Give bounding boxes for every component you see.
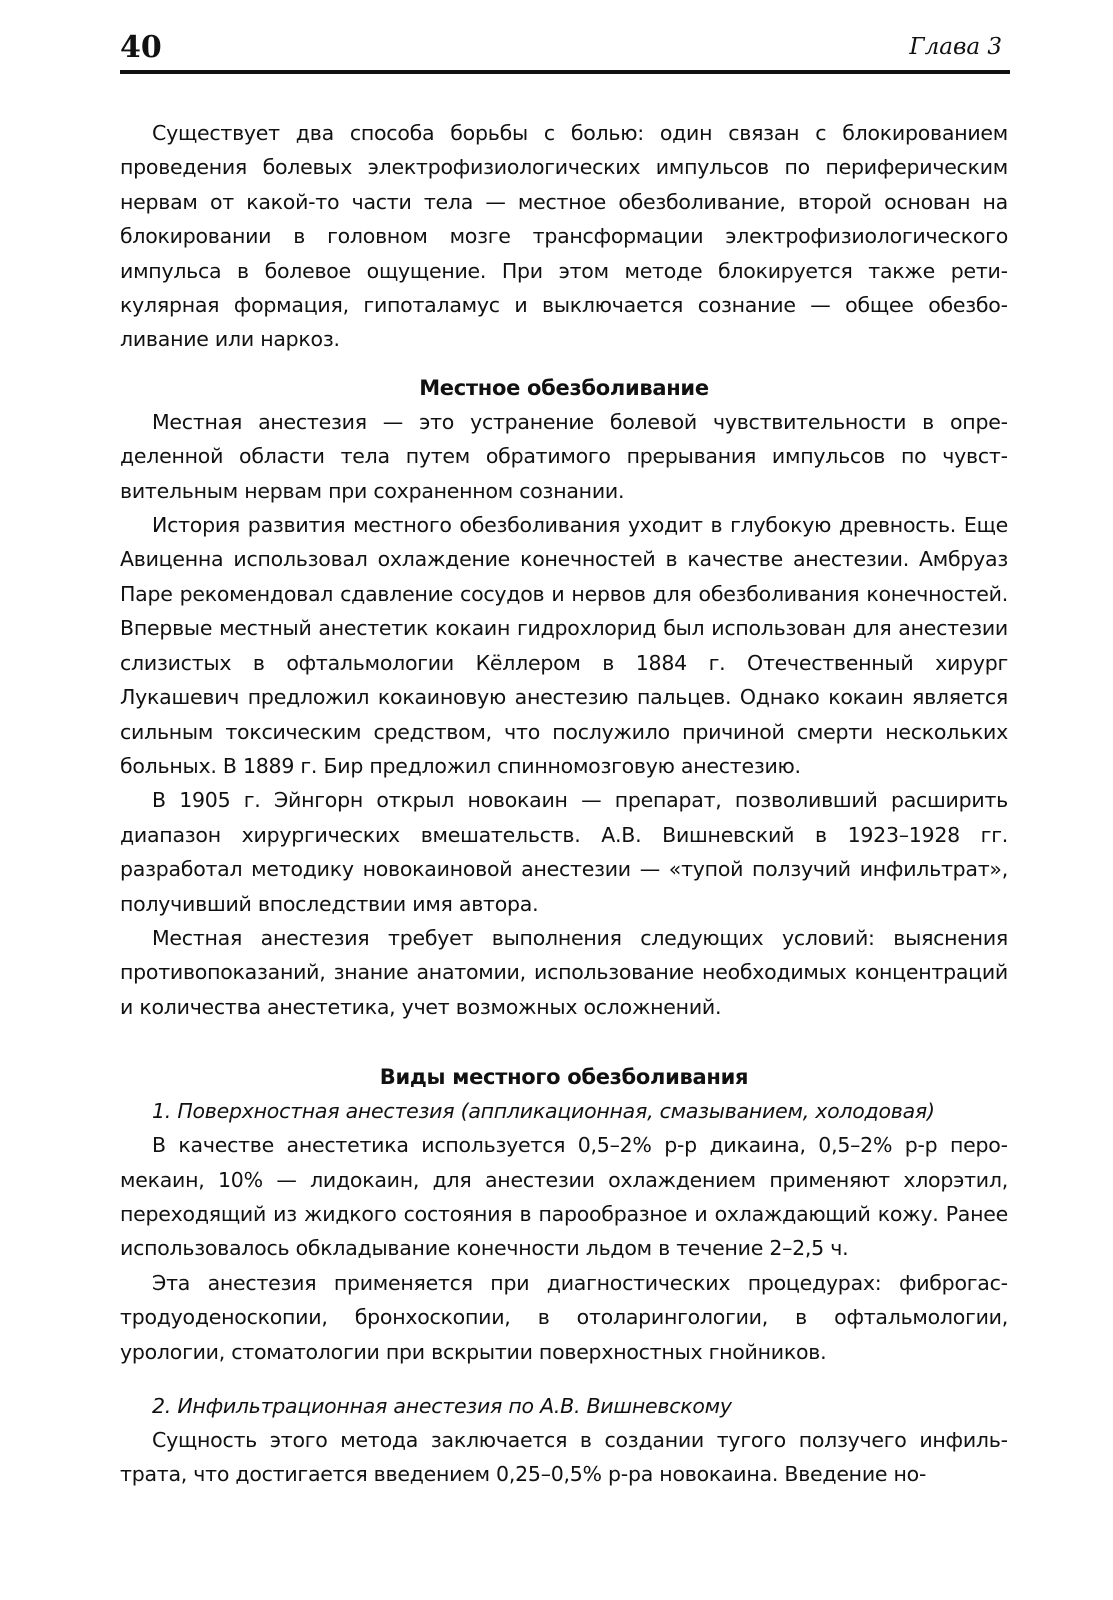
chapter-title: Глава 3	[909, 34, 1002, 60]
paragraph: Местная анестезия — это устранение болевой чувствительности в определенной области тела путем обратимого прерывания импульсов по чувствительным нервам при сохраненном сознании.	[120, 409, 1008, 503]
subsection-heading-infiltration: 2. Инфильтрационная анестезия по А.В. Вишневскому	[152, 1394, 732, 1418]
intro-paragraph: Существует два способа борьбы с болью: один связан с блокированием проведения болевых электрофизиологических импульсов по периферическим нервам от какой-то части тела — местное обезболивание, второй основан на блокировании в головном мозге трансформации электрофизиологического импульса в болевое ощущение. При этом методе блокируется также ретикулярная формация, гипоталамус и выключается сознание — общее обезболивание или наркоз.	[120, 121, 1008, 352]
page-header	[120, 28, 1010, 74]
paragraph: В 1905 г. Эйнгорн открыл новокаин — препарат, позволивший расширить диапазон хирургических вмешательств. А.В. Вишневский в 1923–1928 гг. разработал методику новокаиновой анестезии — «тупой ползучий инфильтрат», получивший впоследствии имя автора.	[120, 788, 1008, 916]
section-heading-local-anesthesia: Местное обезболивание	[419, 375, 709, 400]
paragraph: История развития местного обезболивания уходит в глубокую древность. Еще Авиценна использовал охлаждение конечностей в качестве анестезии. Амбруаз Паре рекомендовал сдавление сосудов и нервов для обезболивания конечностей. Впервые местный анестетик кокаин гидрохлорид был использован для анестезии слизистых в офтальмологии Кёллером в 1884 г. Отечественный хирург Лукашевич предложил кокаиновую анестезию пальцев. Однако кокаин является сильным токсическим средством, что послужило причиной смерти нескольких больных. В 1889 г. Бир предложил спинномозговую анестезию.	[120, 513, 1008, 778]
paragraph: Эта анестезия применяется при диагностических процедурах: фиброгастродуоденоскопии, бронхоскопии, в отоларингологии, в офтальмологии, урологии, стоматологии при вскрытии поверхностных гнойников.	[120, 1270, 1008, 1364]
page-number: 40	[120, 30, 162, 65]
paragraph: В качестве анестетика используется 0,5–2% р-р дикаина, 0,5–2% р-р перомекаин, 10% — лидокаин, для анестезии охлаждением применяют хлорэтил, переходящий из жидкого состояния в парообразное и охлаждающий кожу. Ранее использовалось обкладывание конечности льдом в течение 2–2,5 ч.	[120, 1133, 1008, 1261]
subsection-heading-surface: 1. Поверхностная анестезия (аппликационная, смазыванием, холодовая)	[152, 1099, 935, 1124]
paragraph: Сущность этого метода заключается в создании тугого ползучего инфильтрата, что достигается введением 0,25–0,5% р-ра новокаина. Введение но-	[120, 1428, 1008, 1487]
body-text	[120, 116, 1008, 1492]
section-heading-types: Виды местного обезболивания	[379, 1065, 749, 1090]
paragraph: Местная анестезия требует выполнения следующих условий: выяснения противопоказаний, знание анатомии, использование необходимых концентраций и количества анестетика, учет возможных осложнений.	[120, 925, 1008, 1019]
